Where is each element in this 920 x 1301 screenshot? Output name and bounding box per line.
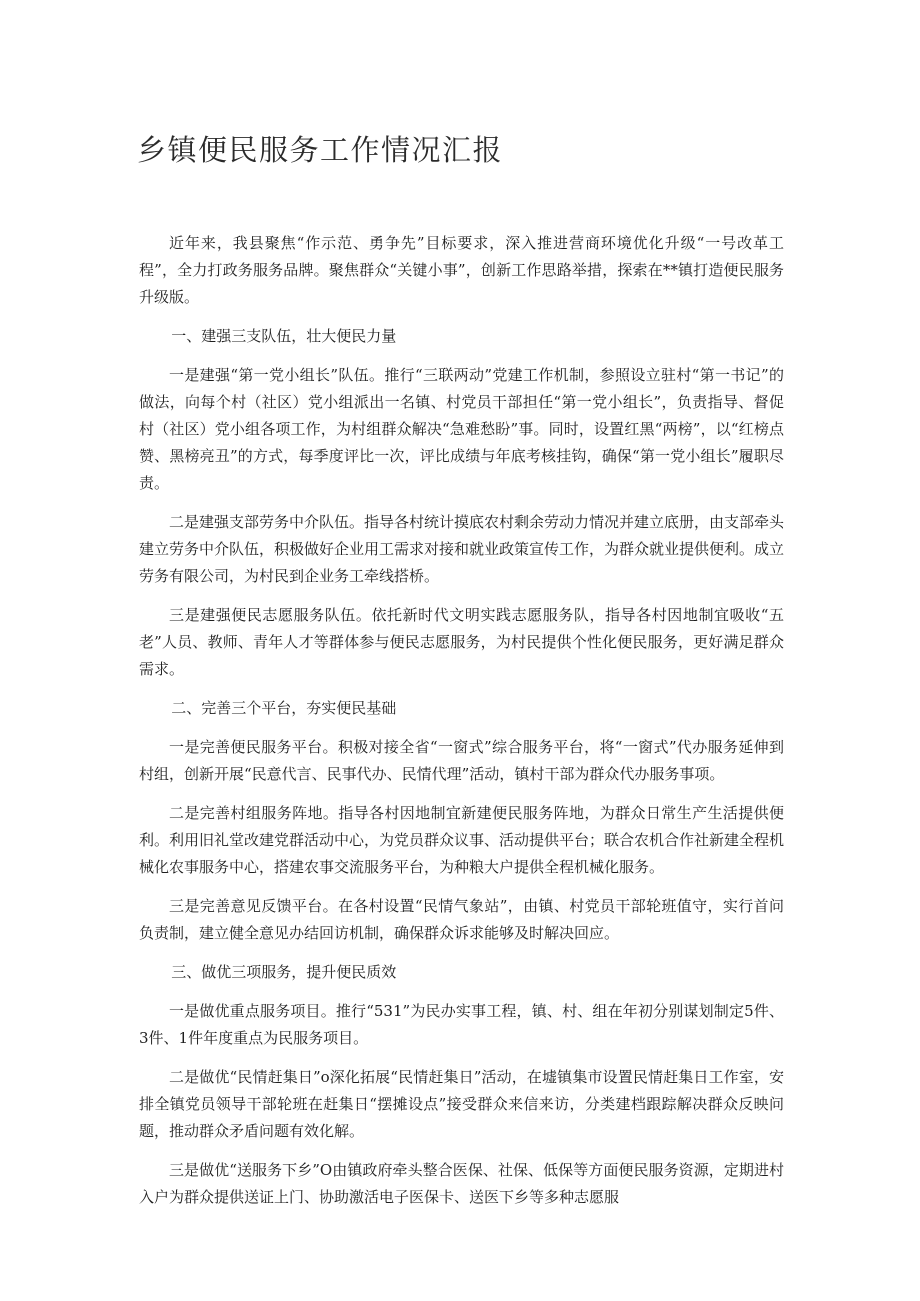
- section-heading-1: 一、建强三支队伍，壮大便民力量: [171, 327, 397, 345]
- body-paragraph: 一是建强“第一党小组长”队伍。推行“三联两动”党建工作机制，参照设立驻村“第一书记”的做法，向每个村（社区）党小组派出一名镇、村党员干部担任“第一党小组长”，负责指导、督促村（社区）党小组各项工作，为村组群众解决“急难愁盼”事。同时，设置红黑“两榜”，以“红榜点赞、黑榜亮丑”的方式，每季度评比一次，评比成绩与年底考核挂钩，确保“第一党小组长”履职尽责。: [139, 366, 784, 492]
- body-paragraph: 二是完善村组服务阵地。指导各村因地制宜新建便民服务阵地，为群众日常生产生活提供便利。利用旧礼堂改建党群活动中心，为党员群众议事、活动提供平台；联合农机合作社新建全程机械化农事服务中心，搭建农事交流服务平台，为种粮大户提供全程机械化服务。: [139, 804, 785, 876]
- body-paragraph: 一是完善便民服务平台。积极对接全省“一窗式”综合服务平台，将“一窗式”代办服务延伸到村组，创新开展“民意代言、民事代办、民情代理”活动，镇村干部为群众代办服务事项。: [139, 738, 784, 783]
- body-paragraph: 一是做优重点服务项目。推行“531”为民办实事工程，镇、村、组在年初分别谋划制定5件、3件、1件年度重点为民服务项目。: [139, 1002, 784, 1047]
- body-paragraph: 二是建强支部劳务中介队伍。指导各村统计摸底农村剩余劳动力情况并建立底册，由支部牵头建立劳务中介队伍，积极做好企业用工需求对接和就业政策宣传工作，为群众就业提供便利。成立劳务有限公司，为村民到企业务工牵线搭桥。: [139, 513, 785, 585]
- body-paragraph: 三是完善意见反馈平台。在各村设置“民情气象站”，由镇、村党员干部轮班值守，实行首问负责制，建立健全意见办结回访机制，确保群众诉求能够及时解决回应。: [139, 897, 784, 942]
- intro-paragraph: 近年来，我县聚焦“作示范、勇争先”目标要求，深入推进营商环境优化升级“一号改革工程”，全力打政务服务品牌。聚焦群众“关键小事”，创新工作思路举措，探索在**镇打造便民服务升级版。: [139, 234, 784, 306]
- body-paragraph: 三是建强便民志愿服务队伍。依托新时代文明实践志愿服务队，指导各村因地制宜吸收“五老”人员、教师、青年人才等群体参与便民志愿服务，为村民提供个性化便民服务，更好满足群众需求。: [139, 606, 784, 678]
- section-heading-2: 二、完善三个平台，夯实便民基础: [171, 699, 397, 717]
- body-paragraph: 二是做优“民情赶集日”o深化拓展“民情赶集日”活动，在墟镇集市设置民情赶集日工作室，安排全镇党员领导干部轮班在赶集日“摆摊设点”接受群众来信来访，分类建档跟踪解决群众反映问题，推动群众矛盾问题有效化解。: [139, 1068, 784, 1140]
- document-body: [139, 230, 784, 1223]
- document-title: 乡镇便民服务工作情况汇报: [137, 133, 504, 167]
- body-paragraph: 三是做优“送服务下乡”O由镇政府牵头整合医保、社保、低保等方面便民服务资源，定期进村入户为群众提供送证上门、协助激活电子医保卡、送医下乡等多种志愿服: [139, 1161, 784, 1206]
- section-heading-3: 三、做优三项服务，提升便民质效: [171, 963, 397, 981]
